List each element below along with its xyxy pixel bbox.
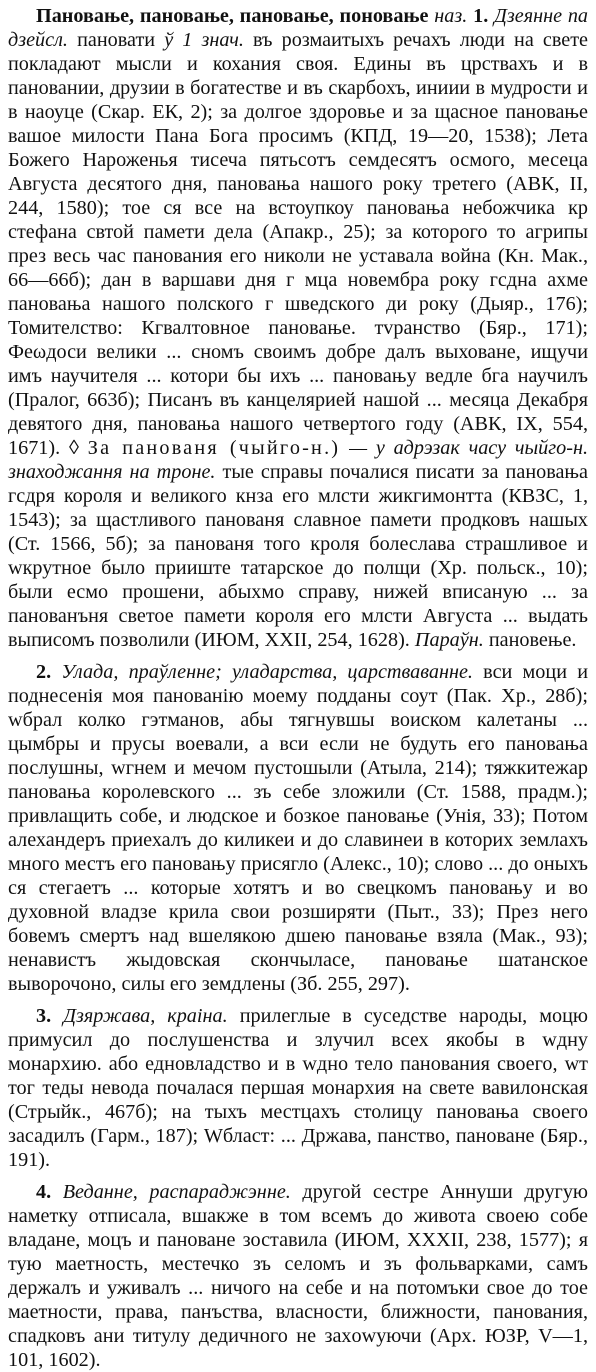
sense-gloss: Улада, праўленне; уладарства, царстваванне. xyxy=(61,661,473,683)
sense-reference: ў 1 знач. xyxy=(164,29,244,51)
headword: Пановање, пановање, пановање, поновање xyxy=(36,5,429,27)
sense-citations: вси моци и поднесенія моя панованію моему подданы соут (Пак. Хр., 28б); wбрал колко гэтманов, абы тягнувшы воиском калетаны ... цымбры и прусы воевали, а вси если не будуть его пановања послушны, wгнем и мечом пустошыли (Атыла, 214); тяжкитежар пановања королевского ... зъ себе зложили (Ст. 1588, прадм.); привлащить собе, и людское и бозкое пановање (Унія, 33); Потом алехандеръ приехалъ до киликеи и до славинеи в которих землахъ много местъ его пановању присягло (Алекс., 10); слово ... до оныхъ ся стегаетъ ... которые хотятъ и во свецкомъ пановању и во духовной владзе крила свои розширяти (Пыт., 33); През него бовемъ смертъ над вшелякою дшею пановање взяла (Мак., 93); ненавистъ жыдовская скончыласе, пановање шатанское выворочоно, силы его земдлены (Зб. 255, 297). xyxy=(8,661,588,995)
sense-gloss: Дзеянне па дзейсл. xyxy=(8,5,589,51)
phrase: За панованя (чыйго-н.) xyxy=(87,437,341,459)
sense-number: 4. xyxy=(36,1181,52,1203)
sense-lead-word: пановати xyxy=(77,29,156,51)
sense-citations: другой сестре Аннуши другую наметку отписала, вшакже в том всемъ до живота своею собе владане, моцъ и пановане зоставила (ИЮМ, XXXII, 238, 1577); я тую маетность, местечко зъ селомъ и зъ фольварками, самъ держалъ и уживалъ ... ничого на себе и на потомъки свое до тое маетности, права, панъства, власности, ближности, панования, спадковъ ани титулу дедичного не захowуючи (Арх. ЮЗР, V—1, 101, 1602). xyxy=(8,1181,588,1371)
sense-gloss: Веданне, распараджэнне. xyxy=(62,1181,291,1203)
sense-1-paragraph xyxy=(8,4,588,652)
see-label: Параўн. xyxy=(414,629,484,651)
sense-3-paragraph xyxy=(8,1004,588,1172)
sense-citations: въ розмаитыхъ речахъ люди на свете покладают мысли и кохания своя. Едины въ црствахъ и в пановании, друзии в богатестве и въ скарбохъ, иниии в мудрости и в наоуце (Скар. ЕК, 2); за долгое здоровье и за щасное пановање вашое милости Пана Бога просимъ (КПД, 19—20, 1538); Лета Божего Нароженья тисеча пятьсотъ семдесятъ осмого, месеца Августа десятого дня, пановања нашого року третего (АВК, II, 244, 1580); тое ся все на встоупкоу пановања небожчика кр стефана свтой памети дела (Апакр., 25); за которого то агрипы през весь час панования его николи не уставала война (Кн. Мак., 66—66б); дан в варшави дня г мца новембра року гсдна ахме пановања нашого полского г шведского ди року (Дыяр., 176); Томителство: Кгвалтовное пановање. тvранство (Бяр., 171); Феωдоси велики ... сномъ своимъ добре далъ выховане, ищучи имъ научителя ... котори бы ихъ ... пановању ведле бга научилъ (Пралог, 663б); Писанъ въ канцелярией нашой ... месяца Декабря девятого дня, пановања нашого четвертого году (АВК, IX, 554, 1671). xyxy=(8,29,589,459)
sense-gloss: Дзяржава, краіна. xyxy=(63,1005,228,1027)
phrase-gloss: — у адрэзак часу чыйго-н. знаходжання на троне. xyxy=(8,437,589,483)
sense-number: 1. xyxy=(473,5,489,27)
grammar-label: наз. xyxy=(434,5,468,27)
sense-citations: прилеглые в суседстве народы, моцю примусил до послушенства и злучил всех якобы в wдну монархию. або едновладство и в wдно тело панования своего, wт тог теды невода почалася першая монархия на свете вавилонская (Стрыйк., 467б); на тыхъ местцахъ столицу пановања своего засадилъ (Гарм., 187); Wбласт: ... Држава, панство, пановане (Бяр., 191). xyxy=(8,1005,589,1171)
see-word: пановење. xyxy=(488,629,577,651)
sense-number: 2. xyxy=(36,661,52,683)
sense-4-paragraph xyxy=(8,1180,588,1372)
phrase-citations: тые справы почалися писати за пановања гсдря короля и великого кнза его млсти жикгимонтта (КВЗС, 1, 1543); за щастливого панованя славное памети продковъ нашых (Ст. 1566, 5б); за панованя того кроля болеслава страшливое и wкрутное было прииште татарское до полщи (Хр. польск., 10); были есмо прошени, абыхмо справу, нижей вписаную ... за панованъня светое памети короля его млсти Августа ... выдать выписомъ позволили (ИЮМ, XXII, 254, 1628). xyxy=(8,461,588,651)
sense-2-paragraph xyxy=(8,660,588,996)
phrase-mark-icon: ◊ xyxy=(68,437,79,459)
sense-number: 3. xyxy=(36,1005,52,1027)
